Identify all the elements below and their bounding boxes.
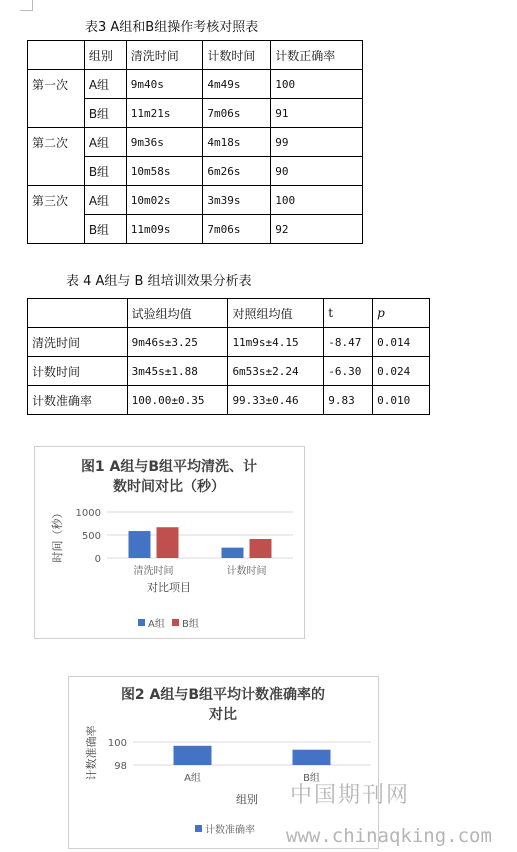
y-tick-label: 500 — [81, 531, 101, 542]
table4-cell: 0.010 — [373, 386, 430, 415]
legend-swatch — [172, 619, 179, 626]
table3-cell: 10m58s — [126, 157, 203, 186]
table3-cell: 11m21s — [126, 99, 203, 128]
table-row — [28, 41, 363, 70]
chart1-title-line2: 数时间对比（秒） — [113, 479, 225, 495]
chart1-bars — [129, 527, 272, 558]
table4-cell: 3m45s±1.88 — [127, 357, 228, 386]
table3-cell: 9m40s — [126, 70, 203, 99]
table3-cell: 92 — [271, 215, 363, 244]
watermark-cn: 中国期刊网 — [290, 783, 411, 808]
table4-cell: 0.024 — [373, 357, 430, 386]
table4-cell: 9m46s±3.25 — [127, 328, 228, 357]
table3-cell: 4m49s — [203, 70, 271, 99]
table4-row-label: 清洗时间 — [28, 328, 128, 357]
table3-round-label: 第二次 — [28, 128, 85, 186]
x-category-label: 计数时间 — [226, 566, 267, 577]
table3-cell: 7m06s — [203, 99, 271, 128]
chart1-container — [34, 446, 305, 639]
y-tick-label: 98 — [114, 761, 127, 772]
table4-header-cell: p — [373, 299, 430, 328]
chart1-xlabel: 对比项目 — [147, 581, 191, 594]
table3 — [27, 40, 363, 244]
table3-cell: 91 — [271, 99, 363, 128]
chart2-xlabel: 组别 — [236, 793, 258, 806]
table3-cell: B组 — [84, 99, 126, 128]
table4 — [27, 298, 430, 415]
bar-1-1 — [129, 531, 151, 558]
chart2-container — [68, 676, 379, 849]
table3-header-cell: 计数正确率 — [271, 41, 363, 70]
chart2-title-line2: 对比 — [209, 707, 237, 723]
table4-caption: 表 4 A组与 B 组培训效果分析表 — [66, 274, 252, 289]
table3-cell: 4m18s — [203, 128, 271, 157]
table4-cell: -6.30 — [324, 357, 373, 386]
table4-cell: 11m9s±4.15 — [228, 328, 324, 357]
table3-cell: 7m06s — [203, 215, 271, 244]
bar-1-1 — [174, 746, 212, 765]
table-row — [28, 357, 430, 386]
table3-cell: 11m09s — [126, 215, 203, 244]
chart1-category-labels — [134, 564, 267, 577]
chart1-svg — [35, 447, 304, 638]
table4-cell: 0.014 — [373, 328, 430, 357]
chart1-yticks — [76, 508, 101, 565]
table3-cell: 6m26s — [203, 157, 271, 186]
chart2-bars — [174, 746, 331, 765]
table4-cell: 99.33±0.46 — [228, 386, 324, 415]
table3-cell: 9m36s — [126, 128, 203, 157]
table3-cell: 90 — [271, 157, 363, 186]
table3-cell: A组 — [84, 186, 126, 215]
table3-round-label: 第一次 — [28, 70, 85, 128]
table3-header-cell: 清洗时间 — [126, 41, 203, 70]
y-tick-label: 0 — [94, 554, 101, 565]
table-row — [28, 186, 363, 215]
chart2-gridlines — [133, 742, 371, 765]
table3-header-cell — [28, 41, 85, 70]
chart1-ylabel: 时间（秒） — [51, 507, 64, 563]
watermark-url: www.chinaqking.com — [286, 825, 492, 847]
bar-2-1 — [157, 527, 179, 558]
chart2-legend — [195, 823, 255, 836]
chart1-legend — [138, 618, 199, 630]
table-row — [28, 299, 430, 328]
table3-header-cell: 组别 — [84, 41, 126, 70]
table3-cell: A组 — [84, 128, 126, 157]
chart2-yticks — [108, 738, 127, 772]
chart2-title-line1: 图2 A组与B组平均计数准确率的 — [120, 687, 326, 703]
table-row — [28, 128, 363, 157]
y-tick-label: 100 — [107, 738, 127, 749]
table3-cell: B组 — [84, 157, 126, 186]
table3-cell: 100 — [271, 70, 363, 99]
table-row — [28, 328, 430, 357]
table3-cell: 100 — [271, 186, 363, 215]
bar-1-2 — [222, 548, 244, 558]
table3-cell: A组 — [84, 70, 126, 99]
x-category-label: 清洗时间 — [133, 566, 174, 577]
table4-header-cell — [28, 299, 128, 328]
legend-label: B组 — [182, 619, 199, 630]
chart2-svg — [69, 677, 378, 848]
table4-header-cell: t — [324, 299, 373, 328]
table4-row-label: 计数时间 — [28, 357, 128, 386]
table4-cell: 9.83 — [324, 386, 373, 415]
chart1-title-line1: 图1 A组与B组平均清洗、计 — [80, 459, 258, 475]
y-tick-label: 1000 — [75, 508, 101, 519]
x-category-label: A组 — [184, 773, 201, 784]
table4-cell: 100.00±0.35 — [127, 386, 228, 415]
bar-1-2 — [293, 750, 331, 765]
table3-header-cell: 计数时间 — [203, 41, 271, 70]
table4-header-cell: 试验组均值 — [127, 299, 228, 328]
x-category-label: B组 — [303, 773, 320, 784]
table-row — [28, 70, 363, 99]
table4-cell: 6m53s±2.24 — [228, 357, 324, 386]
legend-label: 计数准确率 — [205, 825, 255, 836]
table-row — [28, 386, 430, 415]
legend-label: A组 — [148, 619, 165, 630]
table4-header-cell: 对照组均值 — [228, 299, 324, 328]
table3-caption: 表3 A组和B组操作考核对照表 — [85, 20, 259, 35]
table3-cell: B组 — [84, 215, 126, 244]
table3-cell: 10m02s — [126, 186, 203, 215]
bar-2-2 — [250, 539, 272, 558]
table4-row-label: 计数准确率 — [28, 386, 128, 415]
table3-round-label: 第三次 — [28, 186, 85, 244]
page-corner-mark — [20, 0, 33, 11]
chart2-ylabel: 计数准确率 — [85, 725, 98, 781]
table3-cell: 3m39s — [203, 186, 271, 215]
legend-swatch — [195, 825, 202, 832]
table3-cell: 99 — [271, 128, 363, 157]
legend-swatch — [138, 619, 145, 626]
table4-cell: -8.47 — [324, 328, 373, 357]
